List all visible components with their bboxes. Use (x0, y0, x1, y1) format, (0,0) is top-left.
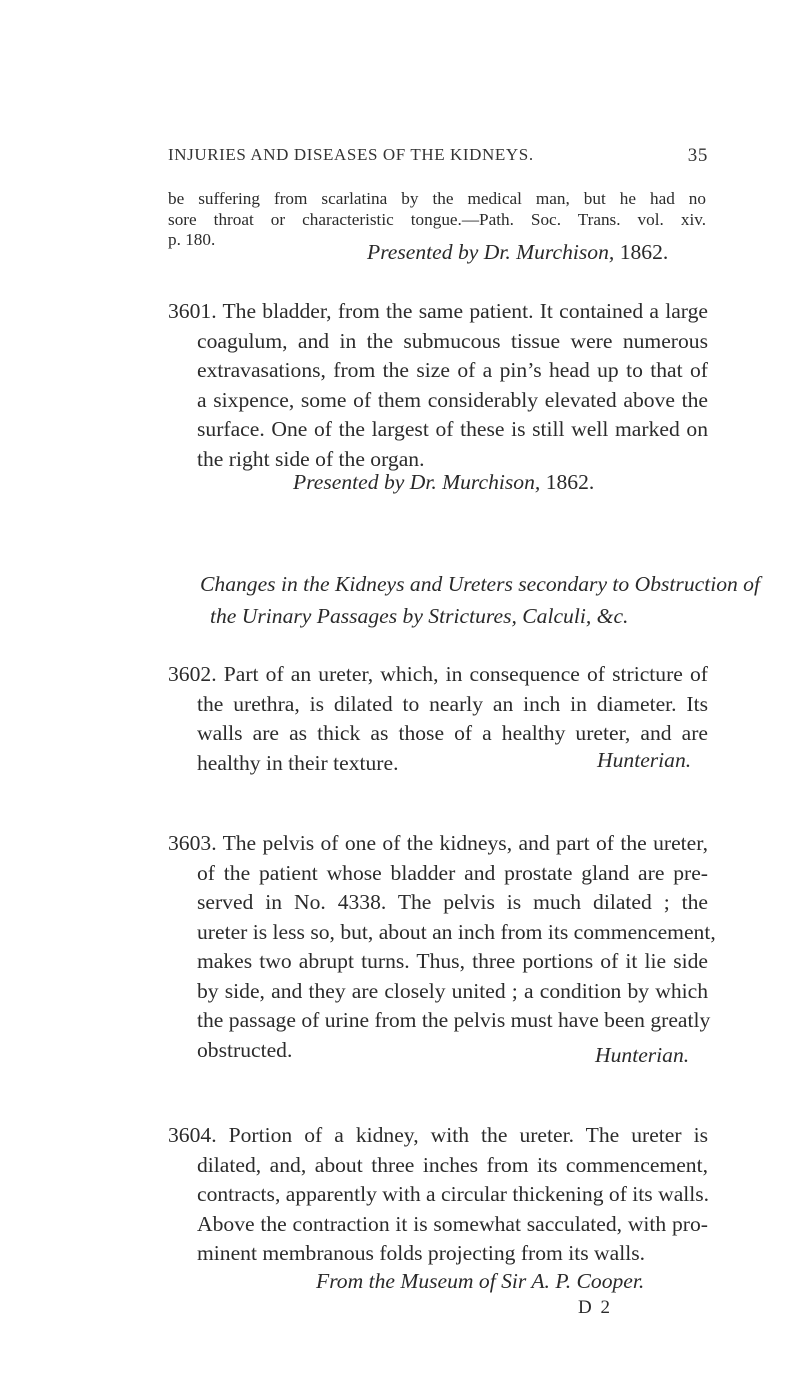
text-line: Above the contraction it is somewhat sacculated, with pro- (197, 1211, 708, 1236)
entry-3604-attribution (316, 1269, 644, 1294)
attribution-text: Presented by Dr. Murchison, (293, 470, 541, 494)
entry-3601 (168, 297, 708, 474)
text-line: p. 180. (168, 230, 216, 249)
text-line: 3602. Part of an ureter, which, in consequence of stricture of (168, 662, 708, 686)
attribution-year: 1862. (619, 240, 669, 264)
text-line: a sixpence, some of them considerably elevated above the (197, 387, 708, 412)
entry-3602-attribution (597, 748, 691, 773)
text-line: healthy in their texture. (197, 750, 399, 775)
text-line: walls are as thick as those of a healthy ureter, and are (197, 721, 708, 745)
text-line: obstructed. (197, 1037, 293, 1062)
text-line: by side, and they are closely united ; a condition by which (197, 978, 708, 1003)
running-head-title: INJURIES AND DISEASES OF THE KIDNEYS. (168, 145, 534, 164)
text-line: served in No. 4338. The pelvis is much dilated ; the (197, 890, 708, 914)
text-line: 3601. The bladder, from the same patient. It contained a large (168, 299, 708, 323)
text-line: surface. One of the largest of these is still well marked on (197, 417, 708, 441)
text-line: sore throat or characteristic tongue.—Path. Soc. Trans. vol. xiv. (168, 209, 706, 229)
section-heading (200, 568, 760, 632)
text-line: makes two abrupt turns. Thus, three portions of it lie side (197, 949, 708, 973)
text-line: ureter is less so, but, about an inch from its commencement, (197, 919, 716, 944)
text-line: minent membranous folds projecting from its walls. (197, 1241, 645, 1265)
entry-3601-attribution (293, 470, 594, 495)
section-heading-line: Changes in the Kidneys and Ureters secondary to Obstruction of (200, 572, 760, 596)
text-line: be suffering from scarlatina by the medical man, but he had no (168, 189, 706, 208)
attribution-text: Hunterian. (595, 1043, 690, 1067)
text-line: contracts, apparently with a circular thickening of its walls. (197, 1182, 710, 1206)
entry-3604 (168, 1121, 708, 1269)
text-line: dilated, and, about three inches from its commencement, (197, 1152, 708, 1177)
text-line: extravasations, from the size of a pin’s head up to that of (197, 358, 708, 382)
text-line: the urethra, is dilated to nearly an inch in diameter. Its (197, 691, 708, 716)
text-line: of the patient whose bladder and prostate gland are pre- (197, 860, 708, 885)
attribution-text: Hunterian. (597, 748, 692, 772)
intro-attribution (367, 240, 668, 265)
text-line: 3604. Portion of a kidney, with the ureter. The ureter is (168, 1123, 708, 1147)
page-number: 35 (687, 145, 708, 166)
entry-3603-attribution (595, 1043, 689, 1068)
signature-mark: D 2 (578, 1297, 612, 1318)
section-heading-line: the Urinary Passages by Strictures, Calculi, &c. (210, 604, 629, 628)
attribution-text: Presented by Dr. Murchison, (367, 240, 615, 264)
text-line: coagulum, and in the submucous tissue were numerous (197, 328, 708, 353)
text-line: the passage of urine from the pelvis must have been greatly (197, 1008, 711, 1032)
entry-3603 (168, 829, 716, 1065)
text-line: 3603. The pelvis of one of the kidneys, and part of the ureter, (168, 831, 708, 855)
attribution-year: 1862. (545, 470, 595, 494)
text-line: the right side of the organ. (197, 446, 425, 471)
attribution-text: From the Museum of Sir A. P. Cooper. (316, 1269, 645, 1293)
